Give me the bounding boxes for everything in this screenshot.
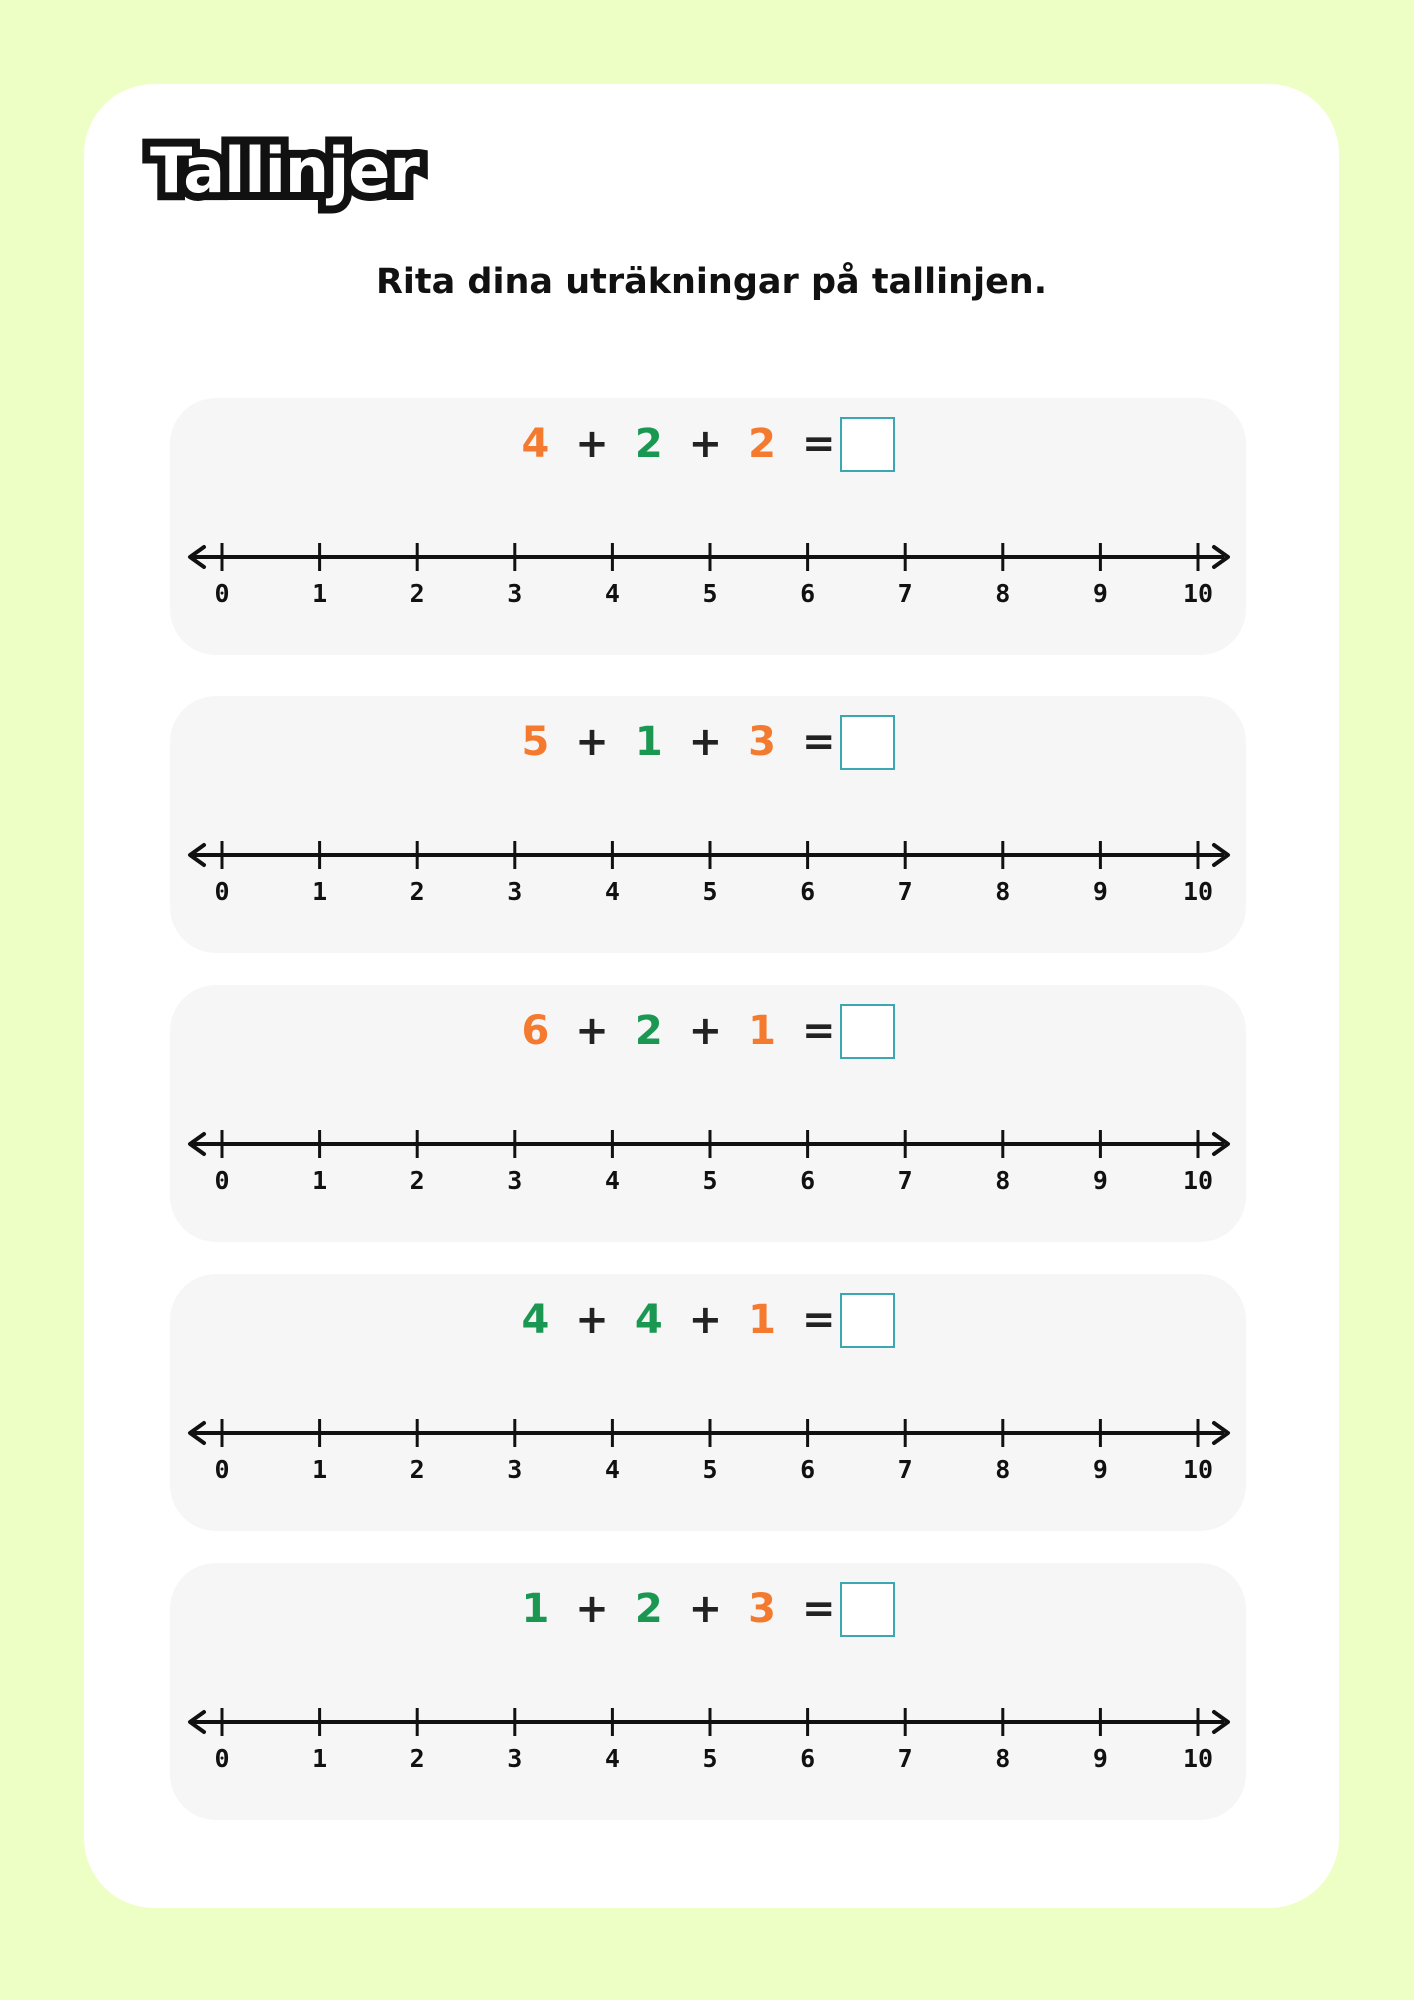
- equation: [170, 1579, 1246, 1639]
- tick-label: 10: [1182, 1744, 1214, 1773]
- plus-sign: +: [575, 421, 609, 467]
- tick-label: 5: [702, 1744, 718, 1773]
- tick-label: 7: [897, 579, 913, 608]
- tick-label: 8: [995, 579, 1011, 608]
- tick-label: 2: [409, 1455, 425, 1484]
- plus-sign: +: [688, 1586, 723, 1632]
- answer-box[interactable]: [840, 715, 895, 770]
- equation: [170, 712, 1246, 772]
- number-line[interactable]: [170, 826, 1246, 926]
- tick-label: 9: [1092, 877, 1108, 906]
- equation: [170, 414, 1246, 474]
- page-title: Tallinjer: [150, 134, 419, 207]
- number-line[interactable]: [170, 1115, 1246, 1215]
- tick-label: 8: [995, 1455, 1011, 1484]
- tick-label: 5: [702, 877, 718, 906]
- tick-label: 7: [897, 1744, 913, 1773]
- tick-label: 7: [897, 877, 913, 906]
- tick-label: 3: [507, 1166, 523, 1195]
- tick-label: 5: [702, 1455, 718, 1484]
- tick-label: 10: [1182, 1166, 1214, 1195]
- tick-label: 3: [507, 579, 523, 608]
- tick-label: 0: [214, 1455, 230, 1484]
- tick-label: 8: [995, 877, 1011, 906]
- tick-label: 8: [995, 1166, 1011, 1195]
- tick-label: 7: [897, 1166, 913, 1195]
- tick-label: 0: [214, 877, 230, 906]
- addend-3: 1: [748, 1008, 777, 1054]
- tick-label: 6: [800, 1744, 816, 1773]
- tick-label: 2: [409, 877, 425, 906]
- problem-card-4: [170, 1274, 1246, 1531]
- tick-label: 8: [995, 1744, 1011, 1773]
- addend-1: 1: [521, 1586, 550, 1632]
- answer-box[interactable]: [840, 1004, 895, 1059]
- tick-label: 4: [604, 1455, 620, 1484]
- tick-label: 9: [1092, 1744, 1108, 1773]
- plus-sign: +: [575, 1008, 609, 1054]
- equals-sign: =: [802, 1586, 836, 1632]
- worksheet: [84, 84, 1339, 1908]
- equals-sign: =: [802, 1297, 836, 1343]
- tick-label: 4: [604, 1744, 620, 1773]
- tick-label: 6: [800, 579, 816, 608]
- tick-label: 0: [214, 579, 230, 608]
- answer-box[interactable]: [840, 417, 895, 472]
- number-line[interactable]: [170, 1693, 1246, 1793]
- number-line[interactable]: [170, 528, 1246, 628]
- tick-label: 4: [604, 877, 620, 906]
- tick-label: 9: [1092, 1455, 1108, 1484]
- plus-sign: +: [688, 719, 723, 765]
- equation: [170, 1290, 1246, 1350]
- tick-label: 0: [214, 1166, 230, 1195]
- tick-label: 4: [604, 579, 620, 608]
- addend-1: 4: [521, 421, 550, 467]
- addend-3: 3: [748, 1586, 777, 1632]
- equals-sign: =: [802, 421, 836, 467]
- number-line[interactable]: [170, 1404, 1246, 1504]
- addend-2: 4: [634, 1297, 663, 1343]
- addend-3: 3: [748, 719, 777, 765]
- instruction-text: Rita dina uträkningar på tallinjen.: [375, 262, 1048, 302]
- addend-3: 2: [748, 421, 777, 467]
- tick-label: 10: [1182, 1455, 1214, 1484]
- plus-sign: +: [575, 719, 609, 765]
- addend-2: 2: [634, 1008, 663, 1054]
- tick-label: 6: [800, 1166, 816, 1195]
- tick-label: 6: [800, 1455, 816, 1484]
- plus-sign: +: [688, 421, 723, 467]
- answer-box[interactable]: [840, 1293, 895, 1348]
- tick-label: 2: [409, 1744, 425, 1773]
- addend-1: 5: [521, 719, 550, 765]
- plus-sign: +: [688, 1008, 723, 1054]
- tick-label: 10: [1182, 579, 1214, 608]
- tick-label: 1: [312, 1455, 328, 1484]
- addend-2: 1: [634, 719, 663, 765]
- tick-label: 10: [1182, 877, 1214, 906]
- tick-label: 4: [604, 1166, 620, 1195]
- tick-label: 6: [800, 877, 816, 906]
- tick-label: 9: [1092, 579, 1108, 608]
- equals-sign: =: [802, 719, 836, 765]
- answer-box[interactable]: [840, 1582, 895, 1637]
- addend-2: 2: [634, 1586, 663, 1632]
- tick-label: 5: [702, 579, 718, 608]
- problem-card-5: [170, 1563, 1246, 1820]
- problem-card-2: [170, 696, 1246, 953]
- tick-label: 9: [1092, 1166, 1108, 1195]
- tick-label: 0: [214, 1744, 230, 1773]
- problem-card-3: [170, 985, 1246, 1242]
- equals-sign: =: [802, 1008, 836, 1054]
- tick-label: 1: [312, 877, 328, 906]
- tick-label: 5: [702, 1166, 718, 1195]
- addend-1: 4: [521, 1297, 550, 1343]
- tick-label: 1: [312, 1744, 328, 1773]
- plus-sign: +: [575, 1297, 609, 1343]
- plus-sign: +: [575, 1586, 609, 1632]
- equation: [170, 1001, 1246, 1061]
- tick-label: 2: [409, 1166, 425, 1195]
- tick-label: 3: [507, 877, 523, 906]
- addend-2: 2: [634, 421, 663, 467]
- addend-3: 1: [748, 1297, 777, 1343]
- tick-label: 2: [409, 579, 425, 608]
- tick-label: 1: [312, 1166, 328, 1195]
- problem-card-1: [170, 398, 1246, 655]
- tick-label: 7: [897, 1455, 913, 1484]
- tick-label: 3: [507, 1455, 523, 1484]
- addend-1: 6: [521, 1008, 550, 1054]
- tick-label: 3: [507, 1744, 523, 1773]
- tick-label: 1: [312, 579, 328, 608]
- plus-sign: +: [688, 1297, 723, 1343]
